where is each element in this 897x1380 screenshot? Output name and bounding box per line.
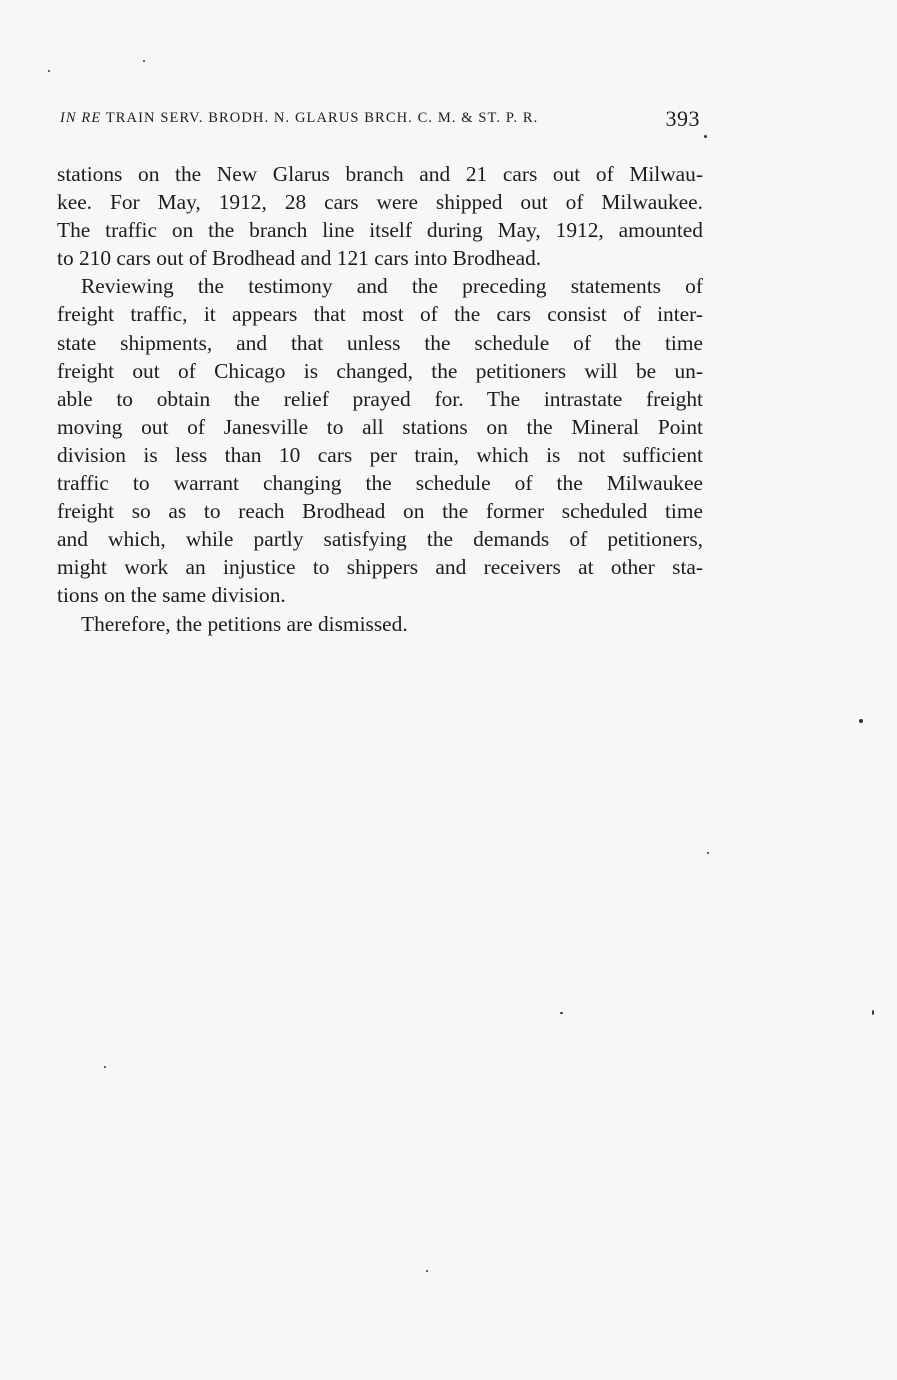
paragraph-3-line: Therefore, the petitions are dismissed.	[81, 611, 408, 636]
body-text	[57, 160, 703, 638]
running-header	[60, 108, 700, 134]
paragraph-2-line: traffic to warrant changing the schedule of the Milwaukee	[57, 471, 703, 496]
scan-speck	[426, 1270, 428, 1272]
paragraph-2-line: tions on the same division.	[57, 583, 286, 608]
paragraph-2-line: able to obtain the relief prayed for. The intrastate freight	[57, 386, 703, 411]
paragraph-1-line: to 210 cars out of Brodhead and 121 cars into Brodhead.	[57, 246, 542, 271]
scan-speck	[707, 852, 709, 854]
paragraph-2-line: freight traffic, it appears that most of the cars consist of inter-	[57, 302, 703, 327]
scan-speck	[143, 60, 145, 62]
paragraph-2-line: division is less than 10 cars per train, which is not sufficient	[57, 442, 703, 467]
scan-speck	[704, 135, 707, 138]
paragraph-2-line: might work an injustice to shippers and receivers at other sta-	[57, 555, 703, 580]
scan-speck	[872, 1010, 874, 1015]
scan-speck	[859, 719, 863, 723]
paragraph-1-line: kee. For May, 1912, 28 cars were shipped out of Milwaukee.	[57, 190, 703, 215]
running-header-title	[60, 110, 538, 127]
paragraph-2-line: and which, while partly satisfying the demands of petitioners,	[57, 527, 703, 552]
paragraph-2-line: Reviewing the testimony and the preceding statements of	[81, 274, 703, 299]
header-title-text: TRAIN SERV. BRODH. N. GLARUS BRCH. C. M. & ST. P. R.	[105, 110, 539, 126]
scan-speck	[560, 1012, 563, 1014]
page-number: 393	[665, 106, 700, 131]
paragraph-2-line: freight so as to reach Brodhead on the former scheduled time	[57, 499, 703, 524]
paragraph-2-line: freight out of Chicago is changed, the petitioners will be un-	[57, 358, 703, 383]
paragraph-1-line: The traffic on the branch line itself during May, 1912, amounted	[57, 218, 703, 243]
header-title-italic: IN RE	[60, 110, 102, 126]
scan-speck	[48, 70, 50, 72]
paragraph-2-line: moving out of Janesville to all stations on the Mineral Point	[57, 414, 703, 439]
paragraph-1-line: stations on the New Glarus branch and 21 cars out of Milwau-	[57, 162, 703, 186]
paragraph-2-line: state shipments, and that unless the schedule of the time	[57, 330, 703, 355]
scan-speck	[104, 1066, 106, 1068]
